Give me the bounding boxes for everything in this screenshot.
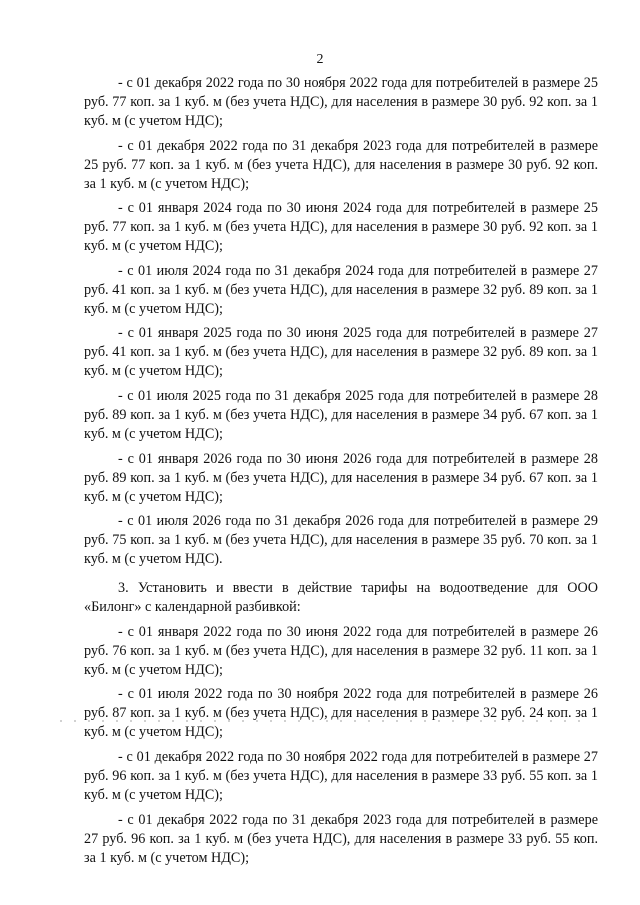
page-number: 2: [316, 52, 324, 67]
tariff-paragraph: - с 01 января 2022 года по 30 июня 2022 года для потребителей в размере 26 руб. 76 коп. за 1 куб. м (без учета НДС), для населения в размере 32 руб. 11 коп. за 1 куб. м (с учетом НДС);: [84, 623, 598, 678]
tariff-paragraph: - с 01 декабря 2022 года по 30 ноября 2022 года для потребителей в размере 27 руб. 96 коп. за 1 куб. м (без учета НДС), для населения в размере 33 руб. 55 коп. за 1 куб. м (с учетом НДС);: [84, 748, 598, 803]
tariff-paragraph: - с 01 января 2026 года по 30 июня 2026 года для потребителей в размере 28 руб. 89 коп. за 1 куб. м (без учета НДС), для населения в размере 34 руб. 67 коп. за 1 куб. м (с учетом НДС);: [84, 450, 598, 505]
tariff-paragraph: - с 01 января 2025 года по 30 июня 2025 года для потребителей в размере 27 руб. 41 коп. за 1 куб. м (без учета НДС), для населения в размере 32 руб. 89 коп. за 1 куб. м (с учетом НДС);: [84, 325, 598, 380]
tariff-paragraph: - с 01 декабря 2022 года по 31 декабря 2023 года для потребителей в размере 27 руб. 96 коп. за 1 куб. м (без учета НДС), для населения в размере 33 руб. 55 коп. за 1 куб. м (с учетом НДС);: [84, 811, 598, 866]
document-body: [84, 74, 598, 873]
tariff-paragraph: - с 01 июля 2025 года по 31 декабря 2025 года для потребителей в размере 28 руб. 89 коп. за 1 куб. м (без учета НДС), для населения в размере 34 руб. 67 коп. за 1 куб. м (с учетом НДС);: [84, 387, 598, 442]
tariff-paragraph: - с 01 июля 2024 года по 31 декабря 2024 года для потребителей в размере 27 руб. 41 коп. за 1 куб. м (без учета НДС), для населения в размере 32 руб. 89 коп. за 1 куб. м (с учетом НДС);: [84, 262, 598, 317]
tariff-paragraph: - с 01 июля 2022 года по 30 ноября 2022 года для потребителей в размере 26 руб. 87 коп. за 1 куб. м (без учета НДС), для населения в размере 32 руб. 24 коп. за 1 куб. м (с учетом НДС);: [84, 686, 598, 741]
tariff-paragraph: - с 01 декабря 2022 года по 31 декабря 2023 года для потребителей в размере 25 руб. 77 коп. за 1 куб. м (без учета НДС), для населения в размере 30 руб. 92 коп. за 1 куб. м (с учетом НДС);: [84, 137, 598, 192]
tariff-paragraph: - с 01 июля 2026 года по 31 декабря 2026 года для потребителей в размере 29 руб. 75 коп. за 1 куб. м (без учета НДС), для населения в размере 35 руб. 70 коп. за 1 куб. м (с учетом НДС).: [84, 513, 598, 568]
section-heading-paragraph: 3. Установить и ввести в действие тарифы на водоотведение для ООО «Билонг» с календарной разбивкой:: [84, 580, 598, 616]
tariff-paragraph: - с 01 января 2024 года по 30 июня 2024 года для потребителей в размере 25 руб. 77 коп. за 1 куб. м (без учета НДС), для населения в размере 30 руб. 92 коп. за 1 куб. м (с учетом НДС);: [84, 200, 598, 255]
tariff-paragraph: - с 01 декабря 2022 года по 30 ноября 2022 года для потребителей в размере 25 руб. 77 коп. за 1 куб. м (без учета НДС), для населения в размере 30 руб. 92 коп. за 1 куб. м (с учетом НДС);: [84, 75, 598, 129]
scan-noise-line: [60, 720, 580, 722]
